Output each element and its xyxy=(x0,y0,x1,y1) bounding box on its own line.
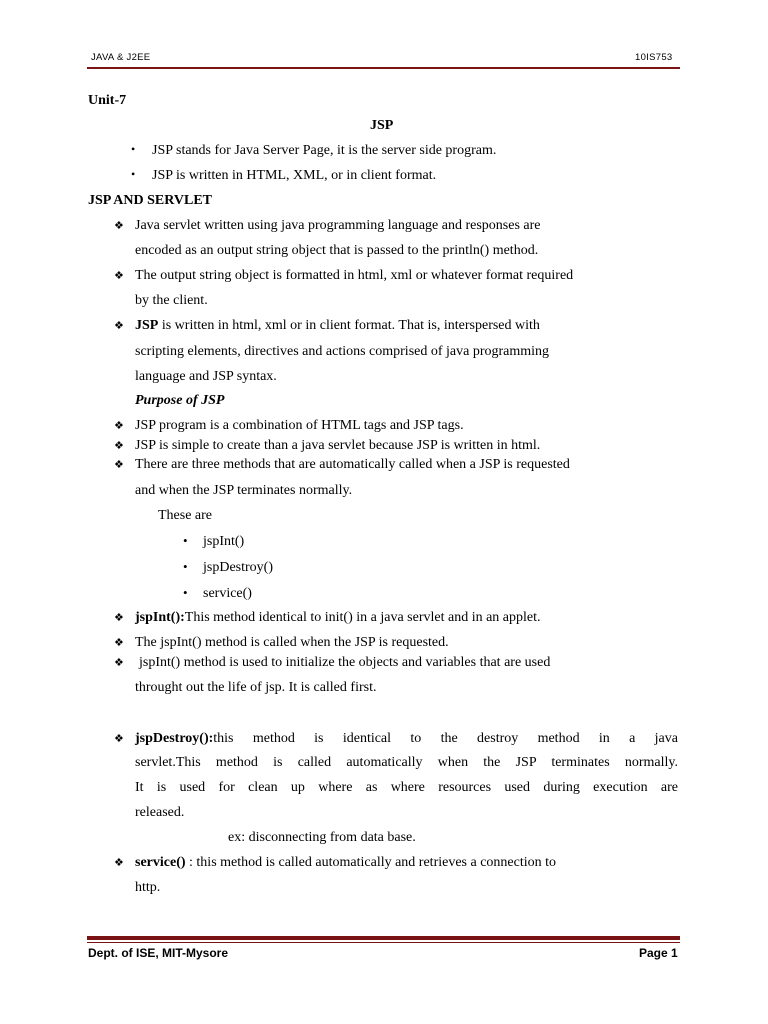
service-line-2: http. xyxy=(135,880,161,895)
diamond-bullet-icon: ❖ xyxy=(114,733,124,745)
jspdestroy-bold: jspDestroy(): xyxy=(135,731,214,746)
header-code: 10IS753 xyxy=(635,52,673,63)
service-text: : this method is called automatically and retrieves a connection to xyxy=(185,855,557,870)
bullet-icon: • xyxy=(183,585,188,600)
diamond-bullet-icon: ❖ xyxy=(114,857,124,869)
page-title: JSP xyxy=(370,118,394,133)
jspdestroy-line-4: released. xyxy=(135,805,185,820)
header-rule xyxy=(87,67,680,69)
servlet-point-2-line-1: The output string object is formatted in html, xml or whatever format required xyxy=(135,268,574,283)
servlet-point-3-line-1 xyxy=(135,318,540,334)
jspint-bold: jspInt(): xyxy=(135,610,185,625)
purpose-point-2: JSP is simple to create than a java servlet because JSP is written in html. xyxy=(135,438,541,453)
jspdestroy-line-2: servlet.This method is called automatically when the JSP terminates normally. xyxy=(135,755,678,770)
method-item-1: jspInt() xyxy=(203,534,245,549)
diamond-bullet-icon: ❖ xyxy=(114,440,124,452)
these-are-label: These are xyxy=(158,508,213,523)
servlet-point-3-line-2: scripting elements, directives and actions comprised of java programming xyxy=(135,344,550,359)
diamond-bullet-icon: ❖ xyxy=(114,657,124,669)
footer-rule-thick xyxy=(87,936,680,940)
purpose-point-3-line-1: There are three methods that are automatically called when a JSP is requested xyxy=(135,457,570,472)
servlet-point-2-line-2: by the client. xyxy=(135,293,208,308)
jsp-bold: JSP xyxy=(135,318,159,333)
footer-rule-thin xyxy=(87,942,680,943)
diamond-bullet-icon: ❖ xyxy=(114,420,124,432)
method-item-3: service() xyxy=(203,586,252,601)
diamond-bullet-icon: ❖ xyxy=(114,459,124,471)
intro-bullet-1: JSP stands for Java Server Page, it is the server side program. xyxy=(152,143,497,158)
servlet-point-1-line-2: encoded as an output string object that is passed to the println() method. xyxy=(135,243,539,258)
jspdestroy-line-3: It is used for clean up where as where resources used during execution are xyxy=(135,780,678,795)
jspint-point-3-line-2: throught out the life of jsp. It is called first. xyxy=(135,680,377,695)
servlet-point-3-line-3: language and JSP syntax. xyxy=(135,369,277,384)
service-line-1 xyxy=(135,855,556,871)
service-bold: service() xyxy=(135,855,186,870)
diamond-bullet-icon: ❖ xyxy=(114,320,124,332)
jspint-point-3-line-1: jspInt() method is used to initialize the objects and variables that are used xyxy=(139,655,551,670)
diamond-bullet-icon: ❖ xyxy=(114,270,124,282)
bullet-icon: • xyxy=(183,559,188,574)
jspint-point-1 xyxy=(135,610,541,626)
jspdestroy-example: ex: disconnecting from data base. xyxy=(228,830,416,845)
bullet-icon: • xyxy=(131,142,136,156)
bullet-icon: • xyxy=(183,533,188,548)
diamond-bullet-icon: ❖ xyxy=(114,637,124,649)
section-heading: JSP AND SERVLET xyxy=(88,193,212,208)
servlet-point-1-line-1: Java servlet written using java programming language and responses are xyxy=(135,218,541,233)
header-course: JAVA & J2EE xyxy=(91,52,151,63)
diamond-bullet-icon: ❖ xyxy=(114,220,124,232)
intro-bullet-2: JSP is written in HTML, XML, or in client format. xyxy=(152,168,437,183)
purpose-point-3-line-2: and when the JSP terminates normally. xyxy=(135,483,353,498)
method-item-2: jspDestroy() xyxy=(203,560,273,575)
jspdestroy-text: this method is identical to the destroy method in a java xyxy=(213,731,678,746)
footer-dept: Dept. of ISE, MIT-Mysore xyxy=(88,946,229,960)
servlet-point-3-text: is written in html, xml or in client format. That is, interspersed with xyxy=(158,318,540,333)
jspdestroy-line-1 xyxy=(135,731,678,747)
diamond-bullet-icon: ❖ xyxy=(114,612,124,624)
bullet-icon: • xyxy=(131,167,136,181)
unit-label: Unit-7 xyxy=(88,93,127,108)
footer-page-number: Page 1 xyxy=(639,946,678,960)
purpose-point-1: JSP program is a combination of HTML tags and JSP tags. xyxy=(135,418,464,433)
jspint-point-2: The jspInt() method is called when the JSP is requested. xyxy=(135,635,449,650)
jspint-text: This method identical to init() in a java servlet and in an applet. xyxy=(184,610,541,625)
purpose-heading: Purpose of JSP xyxy=(135,393,225,408)
